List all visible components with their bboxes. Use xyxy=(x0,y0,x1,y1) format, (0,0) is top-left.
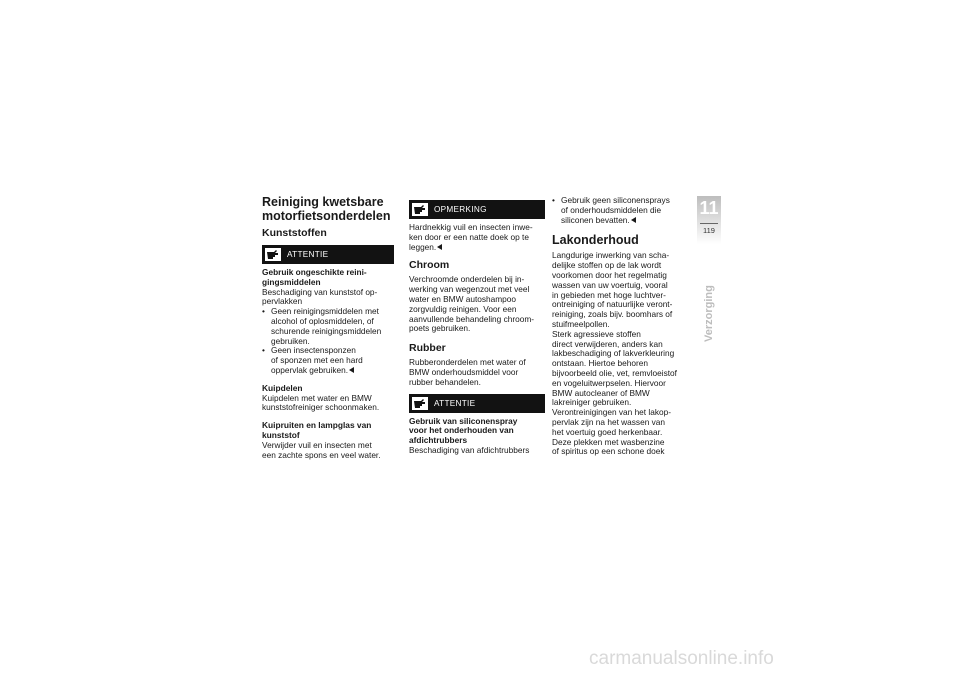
warning-heading-2: Gebruik van siliconenspray voor het onderhouden van afdichtrubbers xyxy=(409,415,518,446)
chapter-number: 11 xyxy=(699,198,719,218)
attention-banner-2 xyxy=(409,394,545,413)
heading-kuipruiten: Kuipruiten en lampglas van kunststof xyxy=(262,420,372,440)
end-marker-icon xyxy=(437,244,442,250)
column-3 xyxy=(552,196,690,457)
subsection-title-rubber: Rubber xyxy=(409,342,446,355)
subsection-title-chroom: Chroom xyxy=(409,259,450,272)
attention-label: ATTENTIE xyxy=(287,250,329,259)
attention-banner xyxy=(262,245,394,264)
warning-list xyxy=(262,307,394,376)
paragraph-lakonderhoud: Langdurige inwerking van scha- delijke stoffen op de lak wordt voorkomen door het regelmatig wassen van uw voertuig, vooral in gebieden met hoge luchtver- ontreiniging of natuurlijke veront- reiniging, zoals bijv. boomhars of stuifmeelpollen. Sterk agressieve stoffen direct verwijderen, anders kan lakbeschadiging of lakverkleuring ontstaan. Hiertoe behoren bijvoorbeeld olie, vet, remvloeistof en vogeluitwerpselen. Hiervoor BMW autocleaner of BMW lakreiniger gebruiken. Verontreinigingen van het lakop- pervlak zijn na het wassen van het voertuig goed herkenbaar. Deze plekken met wasbenzine of spiritus op een schone doek xyxy=(552,250,677,457)
section-title: Reiniging kwetsbare motorfietsonderdelen xyxy=(262,195,391,223)
heading-kuipdelen: Kuipdelen xyxy=(262,382,303,393)
note-label: OPMERKING xyxy=(434,205,487,214)
list-item: • Geen insectensponzen of sponzen met een hard oppervlak gebruiken. xyxy=(262,345,363,375)
end-marker-icon xyxy=(349,367,354,373)
subsection-title-kunststoffen: Kunststoffen xyxy=(262,227,327,239)
list-item: • Geen reinigingsmiddelen met alcohol of oplosmiddelen, of schurende reinigingsmiddelen gebruiken. xyxy=(262,306,382,346)
end-marker-icon xyxy=(631,217,636,223)
watermark: carmanualsonline.info xyxy=(589,648,774,669)
warning-consequence-2: Beschadiging van afdichtrubbers xyxy=(409,444,530,455)
column-1 xyxy=(262,196,394,460)
hand-warning-icon xyxy=(412,397,428,410)
paragraph-kuipruiten: Verwijder vuil en insecten met een zachte spons en veel water. xyxy=(262,439,381,460)
note-text: Hardnekkig vuil en insecten inwe- ken door er een natte doek op te leggen. xyxy=(409,222,533,252)
tab-divider xyxy=(700,223,718,224)
paragraph-rubber: Rubberonderdelen met water of BMW onderhoudsmiddel voor rubber behandelen. xyxy=(409,357,526,387)
hand-warning-icon xyxy=(265,248,281,261)
warning-heading: Gebruik ongeschikte reini- gingsmiddelen xyxy=(262,267,367,287)
page-number: 119 xyxy=(703,226,715,235)
paragraph-kuipdelen: Kuipdelen met water en BMW kunststofreiniger schoonmaken. xyxy=(262,392,380,413)
section-label-vertical: Verzorging xyxy=(703,285,715,342)
warning-consequence: Beschadiging van kunststof op- pervlakken xyxy=(262,286,378,307)
silicone-list xyxy=(552,196,690,225)
note-banner xyxy=(409,200,545,219)
column-2 xyxy=(409,196,545,456)
attention-label: ATTENTIE xyxy=(434,398,476,408)
hand-note-icon xyxy=(412,203,428,216)
paragraph-chroom: Verchroomde onderdelen bij in- werking van wegenzout met veel water en BMW autoshampoo zorgvuldig reinigen. Voor een aanvullende behandeling chroom- poets gebruiken. xyxy=(409,274,535,334)
list-item: • Gebruik geen siliconensprays of onderhoudsmiddelen die siliconen bevatten. xyxy=(552,195,670,225)
subsection-title-lakonderhoud: Lakonderhoud xyxy=(552,233,639,248)
